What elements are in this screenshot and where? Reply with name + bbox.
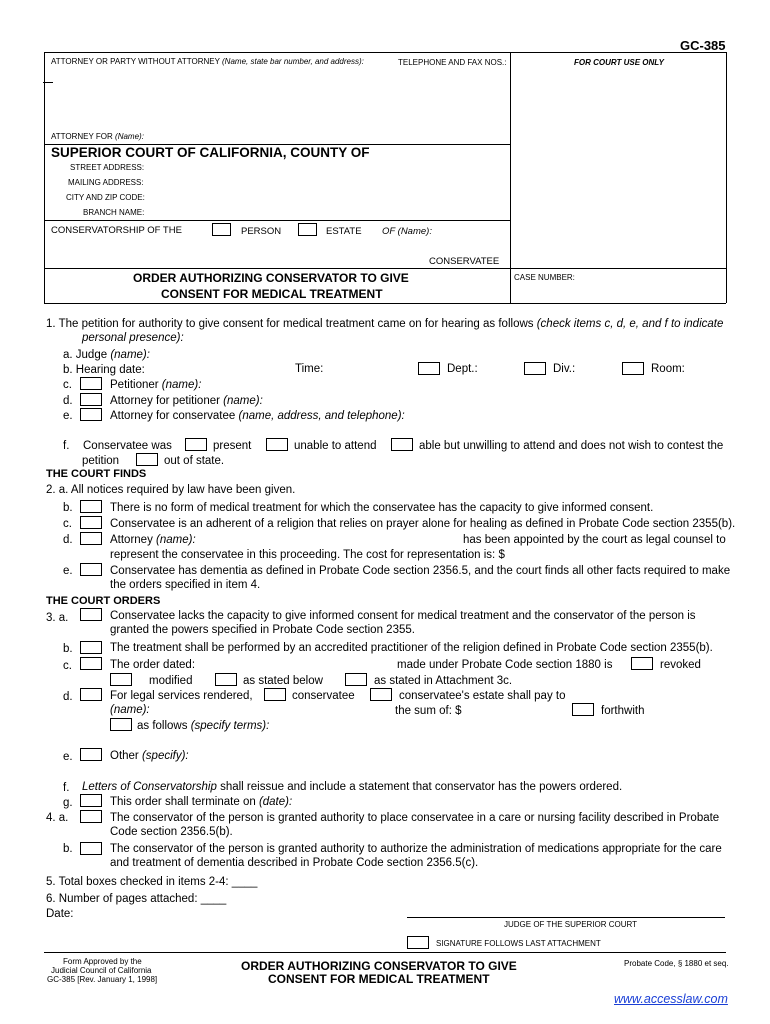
- item3b-text: The treatment shall be performed by an accredited practitioner of the religion defined in Probate Code section 2355(b).: [110, 642, 713, 654]
- item4a-text2: Code section 2356.5(b).: [110, 826, 233, 838]
- accesslaw-link[interactable]: www.accesslaw.com: [614, 992, 728, 1006]
- item2e-text2: the orders specified in item 4.: [110, 579, 261, 591]
- item3c-letter: c.: [63, 660, 72, 672]
- unwilling-label: able but unwilling to attend and does not wish to contest the: [419, 440, 724, 452]
- item5-total-boxes: 5. Total boxes checked in items 2-4: ____: [46, 876, 258, 888]
- item2d-attorney: Attorney (name):: [110, 534, 196, 546]
- conservatorship-label: CONSERVATORSHIP OF THE: [51, 225, 182, 236]
- dept-checkbox[interactable]: [418, 362, 440, 375]
- attorney-name-field[interactable]: [43, 82, 53, 83]
- dept-label: Dept.:: [447, 363, 478, 375]
- estate-label: ESTATE: [326, 226, 362, 237]
- unable-label: unable to attend: [294, 440, 377, 452]
- as-stated-attachment-label: as stated in Attachment 3c.: [374, 675, 513, 687]
- item3d-letter: d.: [63, 691, 73, 703]
- item3a-checkbox[interactable]: [80, 608, 102, 621]
- item1c-petitioner: Petitioner (name):: [110, 379, 202, 391]
- item1f-conservatee-was: Conservatee was: [83, 440, 172, 452]
- attorney-label: ATTORNEY OR PARTY WITHOUT ATTORNEY (Name, state bar number, and address):: [51, 57, 364, 66]
- item1b-hearing-date: b. Hearing date:: [63, 364, 145, 376]
- item3a-letter: 3. a.: [46, 612, 69, 624]
- item2e-letter: e.: [63, 565, 73, 577]
- item2d-checkbox[interactable]: [80, 532, 102, 545]
- item1c-letter: c.: [63, 379, 72, 391]
- item3b-checkbox[interactable]: [80, 641, 102, 654]
- street-address-label: STREET ADDRESS:: [70, 163, 145, 172]
- item3b-letter: b.: [63, 643, 73, 655]
- div-label: Div.:: [553, 363, 576, 375]
- div-checkbox[interactable]: [524, 362, 546, 375]
- person-label: PERSON: [241, 226, 282, 237]
- revoked-checkbox[interactable]: [631, 657, 653, 670]
- out-of-state-checkbox[interactable]: [136, 453, 158, 466]
- time-label: Time:: [295, 363, 324, 375]
- item1-intro-note2: personal presence):: [82, 332, 184, 344]
- item3a-text: Conservatee lacks the capacity to give informed consent for medical treatment and the conservator of the person is: [110, 610, 696, 622]
- item1d-attorney-petitioner: Attorney for petitioner (name):: [110, 395, 263, 407]
- item1a-judge: a. Judge (name):: [63, 349, 150, 361]
- unable-checkbox[interactable]: [266, 438, 288, 451]
- item1e-letter: e.: [63, 410, 73, 422]
- out-of-state-label: out of state.: [164, 455, 225, 467]
- approved-line1: Form Approved by the: [63, 957, 142, 966]
- conservatee-label: CONSERVATEE: [429, 256, 500, 267]
- order-title-line1: ORDER AUTHORIZING CONSERVATOR TO GIVE: [133, 271, 409, 285]
- item3d-sum: the sum of: $: [395, 705, 462, 717]
- item1-intro: 1. The petition for authority to give consent for medical treatment came on for hearing as follows (check items c, d, e, and f to indicate: [46, 318, 724, 330]
- as-stated-below-checkbox[interactable]: [215, 673, 237, 686]
- order-title-line2: CONSENT FOR MEDICAL TREATMENT: [161, 287, 383, 301]
- item2d-letter: d.: [63, 534, 73, 546]
- item3e-other: Other (specify):: [110, 750, 189, 762]
- signature-follows-checkbox[interactable]: [407, 936, 429, 949]
- court-finds-heading: THE COURT FINDS: [46, 468, 147, 480]
- item3d-name: (name):: [110, 704, 150, 716]
- item3c-made-under: made under Probate Code section 1880 is: [397, 659, 613, 671]
- item2c-letter: c.: [63, 518, 72, 530]
- item2d-appointed: has been appointed by the court as legal counsel to: [463, 534, 726, 546]
- item2b-text: There is no form of medical treatment for which the conservatee has the capacity to give informed consent.: [110, 502, 654, 514]
- item3f-letter: f.: [63, 782, 70, 794]
- present-label: present: [213, 440, 252, 452]
- item1d-letter: d.: [63, 395, 73, 407]
- item4a-letter: 4. a.: [46, 812, 69, 824]
- forthwith-checkbox[interactable]: [572, 703, 594, 716]
- item2c-checkbox[interactable]: [80, 516, 102, 529]
- modified-checkbox[interactable]: [110, 673, 132, 686]
- forthwith-label: forthwith: [601, 705, 645, 717]
- conservatee-pay-checkbox[interactable]: [264, 688, 286, 701]
- of-name-label: OF (Name):: [382, 226, 432, 237]
- item1f-letter: f.: [63, 440, 70, 452]
- conservatee-pay-label: conservatee: [292, 690, 355, 702]
- present-checkbox[interactable]: [185, 438, 207, 451]
- item4b-text2: and treatment of dementia described in Probate Code section 2356.5(c).: [110, 857, 479, 869]
- item3c-checkbox[interactable]: [80, 657, 102, 670]
- item3f-text: Letters of Conservatorship shall reissue and include a statement that conservator has the powers ordered.: [82, 781, 623, 793]
- item3e-checkbox[interactable]: [80, 748, 102, 761]
- item4a-text: The conservator of the person is granted authority to place conservatee in a care or nursing facility described in Probate: [110, 812, 720, 824]
- item6-pages-attached: 6. Number of pages attached: ____: [46, 893, 227, 905]
- item3d-checkbox[interactable]: [80, 688, 102, 701]
- as-follows-label: as follows (specify terms):: [137, 720, 270, 732]
- item2e-checkbox[interactable]: [80, 563, 102, 576]
- probate-code-ref: Probate Code, § 1880 et seq.: [624, 959, 729, 968]
- estate-checkbox[interactable]: [298, 223, 317, 236]
- item2e-text: Conservatee has dementia as defined in Probate Code section 2356.5, and the court finds all other facts required to make: [110, 565, 731, 577]
- court-title: SUPERIOR COURT OF CALIFORNIA, COUNTY OF: [51, 145, 370, 160]
- item2d-cost: represent the conservatee in this proceeding. The cost for representation is: $: [110, 549, 505, 561]
- estate-pay-label: conservatee's estate shall pay to: [399, 690, 566, 702]
- item3e-letter: e.: [63, 751, 73, 763]
- item2a-notices: 2. a. All notices required by law have been given.: [46, 484, 296, 496]
- item3d-legal-services: For legal services rendered,: [110, 690, 253, 702]
- as-stated-below-label: as stated below: [243, 675, 323, 687]
- as-follows-checkbox[interactable]: [110, 718, 132, 731]
- item2b-letter: b.: [63, 502, 73, 514]
- item3c-order-dated: The order dated:: [110, 659, 196, 671]
- date-label: Date:: [46, 908, 74, 920]
- item2b-checkbox[interactable]: [80, 500, 102, 513]
- item4b-text: The conservator of the person is granted authority to authorize the administration of medications appropriate for the care: [110, 843, 722, 855]
- court-use-label: FOR COURT USE ONLY: [574, 58, 664, 67]
- telephone-label: TELEPHONE AND FAX NOS.:: [398, 58, 507, 67]
- room-checkbox[interactable]: [622, 362, 644, 375]
- room-label: Room:: [651, 363, 685, 375]
- item1e-attorney-conservatee: Attorney for conservatee (name, address, and telephone):: [110, 410, 405, 422]
- item4b-letter: b.: [63, 843, 73, 855]
- item3g-letter: g.: [63, 797, 73, 809]
- petition-label: petition: [82, 455, 120, 467]
- footer-divider: [44, 952, 726, 953]
- attorney-for-label: ATTORNEY FOR (Name):: [51, 132, 144, 141]
- item3g-text: This order shall terminate on (date):: [110, 796, 293, 808]
- modified-label: modified: [149, 675, 193, 687]
- city-zip-label: CITY AND ZIP CODE:: [66, 193, 145, 202]
- person-checkbox[interactable]: [212, 223, 231, 236]
- petitioner-checkbox[interactable]: [80, 377, 102, 390]
- item3g-checkbox[interactable]: [80, 794, 102, 807]
- item4a-checkbox[interactable]: [80, 810, 102, 823]
- estate-pay-checkbox[interactable]: [370, 688, 392, 701]
- court-orders-heading: THE COURT ORDERS: [46, 595, 161, 607]
- item2c-text: Conservatee is an adherent of a religion that relies on prayer alone for healing as defined in Probate Code section 2355(b).: [110, 518, 736, 530]
- mailing-address-label: MAILING ADDRESS:: [68, 178, 144, 187]
- case-number-label: CASE NUMBER:: [514, 273, 575, 282]
- attorney-petitioner-checkbox[interactable]: [80, 393, 102, 406]
- branch-name-label: BRANCH NAME:: [83, 208, 145, 217]
- judge-label: JUDGE OF THE SUPERIOR COURT: [504, 920, 638, 929]
- form-id: GC-385: [680, 38, 726, 53]
- unwilling-checkbox[interactable]: [391, 438, 413, 451]
- item3a-text2: granted the powers specified in Probate Code section 2355.: [110, 624, 415, 636]
- footer-title-line2: CONSENT FOR MEDICAL TREATMENT: [268, 972, 490, 986]
- revoked-label: revoked: [660, 659, 701, 671]
- judge-signature-line[interactable]: [407, 917, 725, 918]
- attorney-conservatee-checkbox[interactable]: [80, 408, 102, 421]
- as-stated-attachment-checkbox[interactable]: [345, 673, 367, 686]
- signature-follows-label: SIGNATURE FOLLOWS LAST ATTACHMENT: [436, 939, 601, 948]
- item4b-checkbox[interactable]: [80, 842, 102, 855]
- footer-title-line1: ORDER AUTHORIZING CONSERVATOR TO GIVE: [241, 959, 517, 973]
- approved-line3: GC-385 [Rev. January 1, 1998]: [47, 975, 158, 984]
- approved-line2: Judicial Council of California: [51, 966, 152, 975]
